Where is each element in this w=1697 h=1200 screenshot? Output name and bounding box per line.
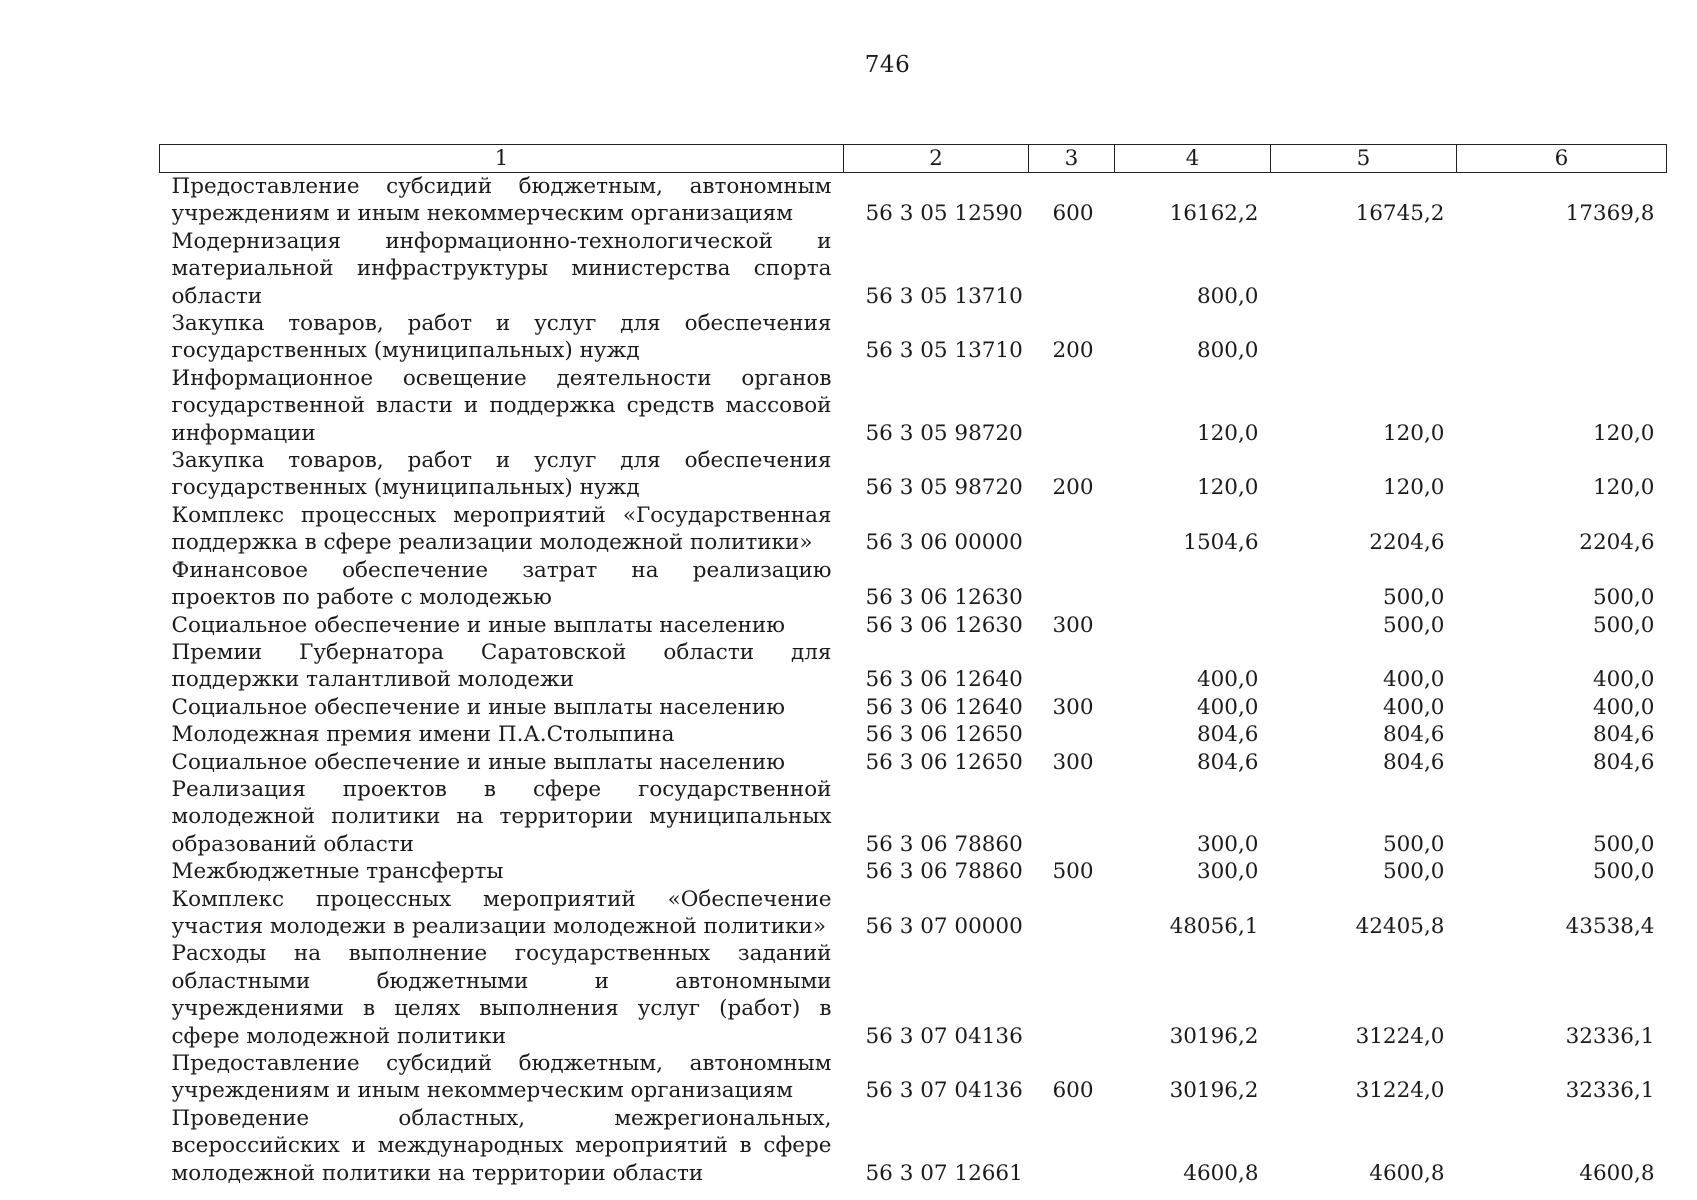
row-value-3: 500,0	[1592, 859, 1655, 885]
table-header	[160, 145, 1667, 173]
row-expense-type	[1029, 1105, 1115, 1187]
row-name: Премии Губернатора Саратовской области для поддержки талантливой молодежи	[171, 639, 832, 693]
row-value-2: 4600,8	[1369, 1160, 1445, 1186]
row-name: Социальное обеспечение и иные выплаты населению	[171, 612, 785, 638]
table-row	[160, 776, 1667, 858]
row-value-3: 4600,8	[1579, 1160, 1655, 1186]
table-row	[160, 886, 1667, 941]
table-row	[160, 694, 1667, 721]
table-row	[160, 749, 1667, 776]
row-expense-type	[1029, 365, 1115, 447]
row-name: Социальное обеспечение и иные выплаты населению	[171, 749, 785, 775]
row-name: Расходы на выполнение государственных заданий областными бюджетными и автономными учреждениями в целях выполнения услуг (работ) в сфере молодежной политики	[171, 941, 832, 1049]
row-code: 56 3 06 00000	[865, 530, 1023, 556]
row-value-1	[1115, 557, 1271, 612]
page-number: 746	[864, 52, 911, 78]
row-value-3: 17369,8	[1565, 201, 1655, 227]
table-row	[160, 1105, 1667, 1187]
row-value-1: 30196,2	[1169, 1023, 1259, 1049]
row-name: Закупка товаров, работ и услуг для обеспечения государственных (муниципальных) нужд	[171, 311, 832, 364]
row-value-1: 48056,1	[1169, 913, 1259, 939]
row-expense-type: 200	[1052, 475, 1094, 501]
row-code: 56 3 06 78860	[865, 859, 1023, 885]
header-col-6: 6	[1457, 145, 1667, 173]
table-row	[160, 310, 1667, 365]
header-col-2: 2	[844, 145, 1029, 173]
row-value-1	[1115, 612, 1271, 639]
row-value-3	[1457, 228, 1667, 310]
row-expense-type	[1029, 721, 1115, 748]
row-name: Модернизация информационно-технологической и материальной инфраструктуры министерства спорта области	[171, 228, 832, 309]
row-value-2	[1271, 310, 1457, 365]
row-code: 56 3 06 12640	[865, 694, 1023, 720]
row-name: Проведение областных, межрегиональных, всероссийских и международных мероприятий в сфере молодежной политики на территории области	[171, 1105, 832, 1186]
row-value-1: 804,6	[1196, 722, 1259, 748]
row-expense-type: 300	[1052, 749, 1094, 775]
row-code: 56 3 07 04136	[865, 1078, 1023, 1104]
row-code: 56 3 05 13710	[865, 338, 1023, 364]
row-name: Межбюджетные трансферты	[171, 859, 504, 885]
row-value-2: 2204,6	[1369, 530, 1445, 556]
row-name: Комплекс процессных мероприятий «Государственная поддержка в сфере реализации молодежной политики»	[171, 502, 832, 556]
row-value-2: 500,0	[1382, 585, 1445, 611]
row-name: Молодежная премия имени П.А.Столыпина	[171, 722, 675, 748]
row-expense-type: 200	[1052, 338, 1094, 364]
header-col-3: 3	[1029, 145, 1115, 173]
row-name: Предоставление субсидий бюджетным, автономным учреждениям и иным некоммерческим организациям	[171, 174, 832, 227]
row-code: 56 3 05 12590	[865, 201, 1023, 227]
row-expense-type	[1029, 776, 1115, 858]
row-value-2: 500,0	[1382, 612, 1445, 638]
row-value-3: 500,0	[1592, 831, 1655, 857]
row-name: Реализация проектов в сфере государственной молодежной политики на территории муниципальных образований области	[171, 776, 832, 857]
table-row	[160, 721, 1667, 748]
row-value-2: 500,0	[1382, 859, 1445, 885]
row-value-3: 32336,1	[1565, 1023, 1655, 1049]
row-code: 56 3 06 78860	[865, 831, 1023, 857]
row-name: Информационное освещение деятельности органов государственной власти и поддержка средств массовой информации	[171, 365, 832, 446]
row-value-1: 300,0	[1196, 831, 1259, 857]
table-row	[160, 1050, 1667, 1105]
row-value-2: 804,6	[1382, 749, 1445, 775]
row-code: 56 3 06 12630	[865, 585, 1023, 611]
row-value-3	[1457, 310, 1667, 365]
row-value-1: 120,0	[1196, 475, 1259, 501]
row-value-1: 120,0	[1196, 420, 1259, 446]
row-value-1: 4600,8	[1183, 1160, 1259, 1186]
row-value-1: 300,0	[1196, 859, 1259, 885]
table-row	[160, 557, 1667, 612]
row-value-2: 120,0	[1382, 420, 1445, 446]
table-row	[160, 447, 1667, 502]
row-value-3: 400,0	[1592, 694, 1655, 720]
row-code: 56 3 06 12650	[865, 749, 1023, 775]
row-value-2: 400,0	[1382, 694, 1445, 720]
row-value-1: 400,0	[1196, 667, 1259, 693]
header-col-4: 4	[1115, 145, 1271, 173]
row-expense-type	[1029, 639, 1115, 694]
header-col-5: 5	[1271, 145, 1457, 173]
row-expense-type: 600	[1052, 1078, 1094, 1104]
row-value-2: 42405,8	[1355, 913, 1445, 939]
row-name: Социальное обеспечение и иные выплаты населению	[171, 694, 785, 720]
row-code: 56 3 05 98720	[865, 475, 1023, 501]
row-code: 56 3 07 12661	[865, 1160, 1023, 1186]
row-code: 56 3 05 13710	[865, 283, 1023, 309]
table-row	[160, 228, 1667, 310]
row-value-3: 804,6	[1592, 749, 1655, 775]
row-value-3: 120,0	[1592, 420, 1655, 446]
row-expense-type: 500	[1052, 859, 1094, 885]
row-value-1: 1504,6	[1183, 530, 1259, 556]
row-value-2: 500,0	[1382, 831, 1445, 857]
row-expense-type	[1029, 940, 1115, 1050]
table-body	[160, 173, 1667, 1188]
row-value-3: 43538,4	[1565, 913, 1655, 939]
row-name: Предоставление субсидий бюджетным, автономным учреждениям и иным некоммерческим организациям	[171, 1051, 832, 1104]
row-expense-type: 300	[1052, 612, 1094, 638]
row-name: Финансовое обеспечение затрат на реализацию проектов по работе с молодежью	[171, 557, 832, 611]
header-row	[160, 145, 1667, 173]
row-value-2	[1271, 228, 1457, 310]
row-expense-type	[1029, 557, 1115, 612]
row-value-2: 31224,0	[1355, 1023, 1445, 1049]
row-code: 56 3 06 12630	[865, 612, 1023, 638]
row-name: Комплекс процессных мероприятий «Обеспечение участия молодежи в реализации молодежной политики»	[171, 886, 832, 939]
row-value-1: 400,0	[1196, 694, 1259, 720]
row-value-1: 800,0	[1196, 338, 1259, 364]
row-value-3: 500,0	[1592, 585, 1655, 611]
table-row	[160, 365, 1667, 447]
row-value-1: 16162,2	[1169, 201, 1259, 227]
row-value-3: 32336,1	[1565, 1078, 1655, 1104]
row-value-1: 800,0	[1196, 283, 1259, 309]
row-value-3: 500,0	[1592, 612, 1655, 638]
row-value-1: 804,6	[1196, 749, 1259, 775]
table-row	[160, 639, 1667, 694]
row-code: 56 3 05 98720	[865, 420, 1023, 446]
budget-table	[159, 144, 1667, 1187]
table-row	[160, 502, 1667, 557]
row-value-1: 30196,2	[1169, 1078, 1259, 1104]
row-expense-type	[1029, 502, 1115, 557]
row-value-2: 804,6	[1382, 722, 1445, 748]
table-row	[160, 858, 1667, 885]
row-value-2: 400,0	[1382, 667, 1445, 693]
row-expense-type	[1029, 886, 1115, 941]
row-expense-type: 300	[1052, 694, 1094, 720]
table-row	[160, 612, 1667, 639]
row-value-2: 31224,0	[1355, 1078, 1445, 1104]
header-col-1: 1	[160, 145, 844, 173]
row-value-2: 120,0	[1382, 475, 1445, 501]
row-code: 56 3 07 04136	[865, 1023, 1023, 1049]
row-code: 56 3 07 00000	[865, 913, 1023, 939]
row-code: 56 3 06 12650	[865, 722, 1023, 748]
row-name: Закупка товаров, работ и услуг для обеспечения государственных (муниципальных) нужд	[171, 448, 832, 501]
row-value-3: 2204,6	[1579, 530, 1655, 556]
row-expense-type: 600	[1052, 201, 1094, 227]
table-row	[160, 940, 1667, 1050]
row-expense-type	[1029, 228, 1115, 310]
row-value-3: 804,6	[1592, 722, 1655, 748]
row-value-3: 400,0	[1592, 667, 1655, 693]
table-row	[160, 173, 1667, 228]
row-value-2: 16745,2	[1355, 201, 1445, 227]
row-code: 56 3 06 12640	[865, 667, 1023, 693]
row-value-3: 120,0	[1592, 475, 1655, 501]
